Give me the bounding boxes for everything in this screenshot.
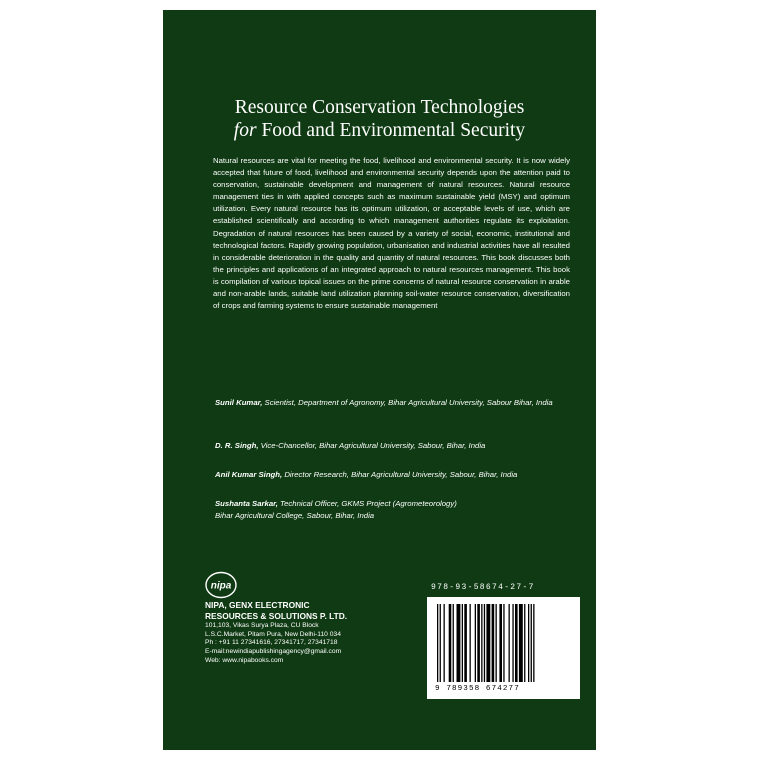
publisher-address-line: 101,103, Vikas Surya Plaza, CU Block	[205, 622, 319, 629]
barcode-stripe	[477, 604, 480, 682]
publisher-address-line: L.S.C.Market, Pitam Pura, New Delhi-110 034	[205, 630, 341, 638]
barcode-stripe	[515, 604, 518, 682]
logo-text: nipa	[210, 580, 232, 592]
author-detail: Scientist, Department of Agronomy, Bihar Agricultural University, Sabour Bihar, India	[262, 398, 553, 407]
book-description: Natural resources are vital for meeting the food, livelihood and environmental security. It is now widely accepted that future of food, livelihood and environmental security depends upon the attention paid to conservation, sustainable development and management of natural resources. Natural resource management ties in with applied concepts such as maximum sustainable yield (MSY) and optimum utilization. Every natural resource has its optimum utilization, or acceptable levels of use, which are established scientifically and according to which management authorities regulate its exploitation. Degradation of natural resources has been caused by a variety of social, economic, institutional and technological factors. Rapidly growing population, urbanisation and industrial activities have all resulted in considerable deterioration in the quality and quantity of natural resources. This book discusses both the principles and applications of an integrated approach to natural resources management. This book is compilation of various topical issues on the prime concerns of natural resource conservation in arable and non-arable lands, suitable land utilization planning soil-water resource conservation, diversification of crops and farming systems to ensure sustainable management	[213, 156, 570, 311]
book-title-line1: Resource Conservation Technologies	[234, 97, 525, 118]
author-detail: Technical Officer, GKMS Project (Agrometeorology)	[277, 499, 457, 508]
isbn-number-bottom: 9 789358 674277	[435, 685, 520, 693]
barcode-stripe	[496, 604, 497, 682]
barcode-stripe	[449, 604, 452, 682]
barcode-stripe	[462, 604, 463, 682]
barcode-stripe	[444, 604, 445, 682]
barcode-stripe	[531, 604, 532, 682]
publisher-website: Web: www.nipabooks.com	[205, 656, 284, 664]
barcode-stripe	[464, 604, 467, 682]
author-detail: Director Research, Bihar Agricultural University, Sabour, Bihar, India	[282, 470, 518, 479]
barcode-stripe	[453, 604, 454, 682]
publisher-email: E-mail:newindiapublishingagency@gmail.com	[205, 648, 342, 656]
barcode-stripe	[509, 604, 510, 682]
barcode-box	[427, 597, 580, 699]
author-detail-line2: Bihar Agricultural College, Sabour, Bihar, India	[215, 511, 375, 520]
barcode-stripe	[481, 604, 482, 682]
title-line2-rest: Food and Environmental Security	[256, 120, 526, 141]
author-detail: Vice-Chancellor, Bihar Agricultural University, Sabour, Bihar, India	[258, 441, 486, 450]
author-name: Anil Kumar Singh,	[215, 470, 283, 479]
barcode-stripe	[457, 604, 461, 682]
barcode-stripe	[440, 604, 441, 682]
barcode-stripe	[484, 604, 485, 682]
isbn-number-top: 978-93-58674-27-7	[431, 583, 535, 592]
publisher-name-line2: RESOURCES & SOLUTIONS P. LTD.	[205, 611, 348, 621]
barcode-stripe	[475, 604, 476, 682]
author-name: D. R. Singh,	[215, 441, 259, 450]
barcode-stripe	[503, 604, 504, 682]
author-entry	[215, 440, 575, 452]
barcode-stripe	[512, 604, 513, 682]
barcode-stripe	[519, 604, 523, 682]
barcode-stripe	[486, 604, 490, 682]
publisher-phone: Ph : +91 11 27341616, 27341717, 27341718	[205, 639, 338, 647]
barcode-stripe	[437, 604, 438, 682]
book-title-line2	[163, 119, 596, 143]
barcode-stripe	[470, 604, 471, 682]
book-back-cover	[163, 10, 596, 750]
barcode-bars	[437, 604, 571, 682]
author-entry	[215, 397, 575, 409]
title-for-italic: for	[233, 120, 257, 141]
publisher-name-line1: NIPA, GENX ELECTRONIC	[205, 600, 310, 610]
isbn-barcode	[427, 583, 580, 700]
author-entry	[215, 469, 575, 481]
author-entry	[215, 498, 575, 522]
barcode-stripe	[492, 604, 495, 682]
publisher-block	[205, 600, 347, 666]
barcode-stripe	[524, 604, 525, 682]
nipa-logo	[205, 571, 237, 599]
barcode-stripe	[533, 604, 534, 682]
barcode-stripe	[499, 604, 502, 682]
author-name: Sunil Kumar,	[215, 398, 263, 407]
barcode-stripe	[528, 604, 529, 682]
author-name: Sushanta Sarkar,	[215, 499, 278, 508]
